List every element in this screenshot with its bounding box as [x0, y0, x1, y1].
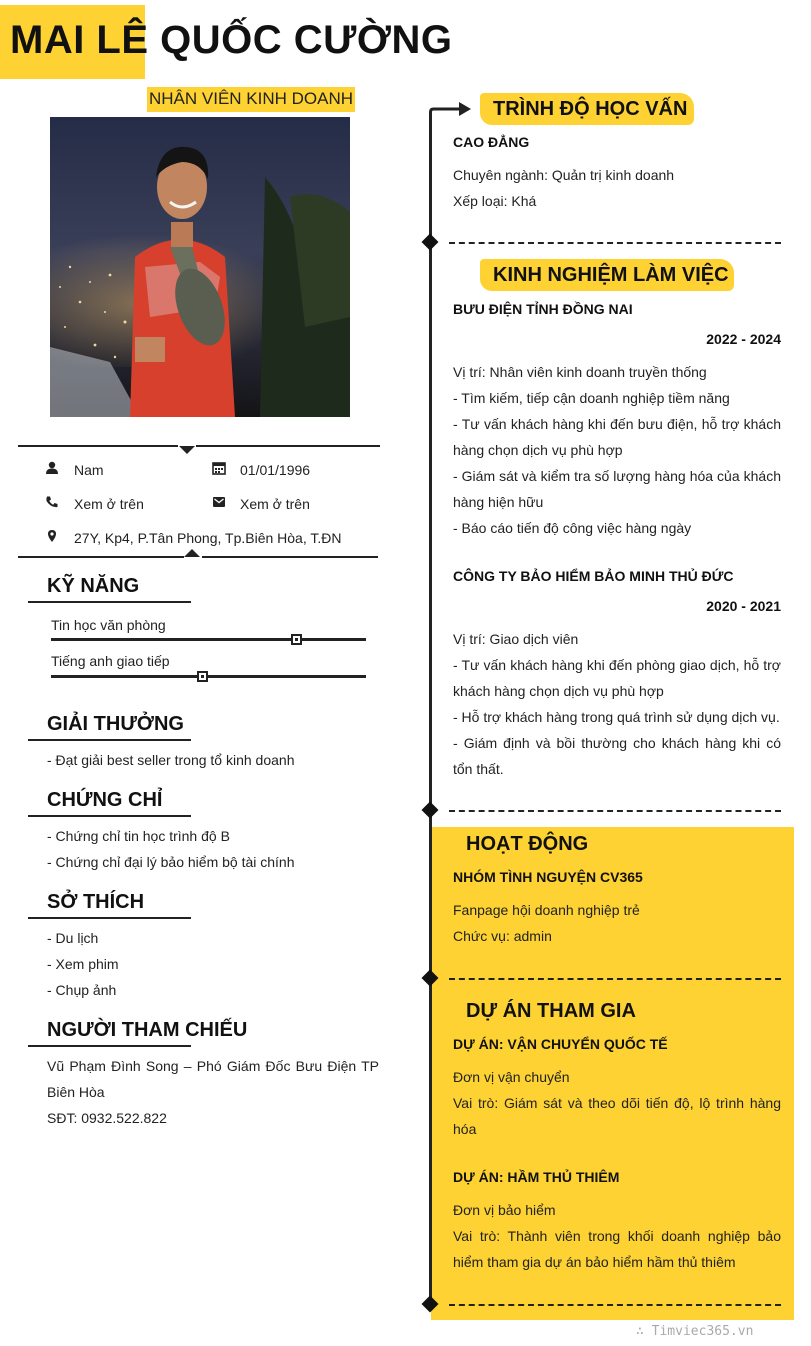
- user-icon: [45, 461, 59, 475]
- awards-title: GIẢI THƯỞNG: [47, 713, 184, 735]
- reference-person: Vũ Phạm Đình Song – Phó Giám Đốc Bưu Điện TP Biên Hòa: [47, 1058, 379, 1100]
- education-title: TRÌNH ĐỘ HỌC VẤN: [493, 98, 688, 120]
- timeline-start-arrow-icon: [425, 98, 475, 124]
- certificate-item: - Chứng chỉ tin học trình độ B: [47, 828, 230, 844]
- job-duty: - Tìm kiếm, tiếp cận doanh nghiệp tiềm năng: [453, 390, 730, 406]
- education-major: Chuyên ngành: Quản trị kinh doanh: [453, 167, 675, 183]
- skills-title: KỸ NĂNG: [47, 575, 140, 597]
- hobby-item: - Xem phim: [47, 956, 119, 972]
- envelope-icon: [212, 495, 226, 509]
- projects-title: DỰ ÁN THAM GIA: [466, 1000, 636, 1022]
- info-top-rule-left: [18, 445, 178, 447]
- project-detail: Vai trò: Giám sát và theo dõi tiến độ, lộ trình hàng hóa: [453, 1095, 781, 1137]
- certificate-item: - Chứng chỉ đại lý bảo hiểm bộ tài chính: [47, 854, 295, 870]
- job-period: 2020 - 2021: [706, 598, 781, 614]
- site-watermark: ∴ Timviec365.vn: [636, 1324, 754, 1339]
- activities-title: HOẠT ĐỘNG: [466, 833, 589, 855]
- hobbies-underline: [28, 917, 191, 919]
- job-duty: - Giám sát và kiểm tra số lượng hàng hóa của khách hàng hiện hữu: [453, 468, 781, 510]
- project-detail: Vai trò: Thành viên trong khối doanh nghiệp bảo hiểm tham gia dự án bảo hiểm hầm thủ thiêm: [453, 1228, 781, 1270]
- hobby-item: - Chụp ảnh: [47, 982, 117, 998]
- job-duty: - Hỗ trợ khách hàng trong quá trình sử dụng dịch vụ.: [453, 709, 780, 725]
- project-name: DỰ ÁN: HẦM THỦ THIÊM: [453, 1169, 620, 1185]
- certificates-underline: [28, 815, 191, 817]
- job-period: 2022 - 2024: [706, 331, 781, 347]
- skills-underline: [28, 601, 191, 603]
- job-company: CÔNG TY BẢO HIỂM BẢO MINH THỦ ĐỨC: [453, 568, 734, 584]
- job-duty: - Báo cáo tiến độ công việc hàng ngày: [453, 520, 692, 536]
- hobbies-title: SỞ THÍCH: [47, 891, 145, 913]
- info-arrow-down: [179, 446, 195, 454]
- activity-detail: Fanpage hội doanh nghiệp trẻ: [453, 902, 640, 918]
- skill-label: Tiếng anh giao tiếp: [51, 653, 170, 669]
- candidate-name: MAI LÊ QUỐC CƯỜNG: [10, 18, 453, 62]
- map-pin-icon: [45, 529, 59, 543]
- skill-bar-english: [51, 675, 366, 678]
- calendar-icon: [212, 461, 226, 475]
- timeline-line: [429, 122, 432, 1304]
- section-divider: [449, 810, 781, 812]
- phone-value: Xem ở trên: [74, 496, 144, 512]
- job-position: Vị trí: Nhân viên kinh doanh truyền thống: [453, 364, 707, 380]
- experience-title: KINH NGHIỆM LÀM VIỆC: [493, 264, 729, 286]
- award-item: - Đạt giải best seller trong tổ kinh doanh: [47, 752, 295, 768]
- job-duty: - Tư vấn khách hàng khi đến bưu điện, hỗ trợ khách hàng chọn dịch vụ phù hợp: [453, 416, 781, 458]
- birthday-value: 01/01/1996: [240, 462, 311, 478]
- job-title: NHÂN VIÊN KINH DOANH: [147, 87, 355, 112]
- education-grade: Xếp loại: Khá: [453, 193, 537, 209]
- timeline-diamond: [422, 234, 439, 251]
- project-detail: Đơn vị bảo hiểm: [453, 1202, 556, 1218]
- info-arrow-up: [184, 549, 200, 557]
- skill-level-knob-english: [197, 671, 208, 682]
- education-school: CAO ĐẲNG: [453, 134, 530, 150]
- job-position: Vị trí: Giao dịch viên: [453, 631, 579, 647]
- activity-org: NHÓM TÌNH NGUYỆN CV365: [453, 869, 643, 885]
- section-divider: [449, 242, 781, 244]
- skill-level-knob-office: [291, 634, 302, 645]
- profile-photo: [50, 117, 350, 417]
- references-underline: [28, 1045, 191, 1047]
- skill-bar-office: [51, 638, 366, 641]
- job-company: BƯU ĐIỆN TỈNH ĐỒNG NAI: [453, 301, 633, 317]
- project-name: DỰ ÁN: VẬN CHUYỂN QUỐC TẾ: [453, 1036, 668, 1052]
- job-duty: - Giám định và bồi thường cho khách hàng khi có tổn thất.: [453, 735, 781, 777]
- info-bottom-rule-left: [18, 556, 184, 558]
- section-divider: [449, 1304, 781, 1306]
- awards-underline: [28, 739, 191, 741]
- job-duty: - Tư vấn khách hàng khi đến phòng giao dịch, hỗ trợ khách hàng chọn dịch vụ phù hợp: [453, 657, 781, 699]
- info-top-rule-right: [196, 445, 380, 447]
- reference-phone: SĐT: 0932.522.822: [47, 1110, 167, 1126]
- email-value: Xem ở trên: [240, 496, 310, 512]
- activity-detail: Chức vụ: admin: [453, 928, 552, 944]
- address-value: 27Y, Kp4, P.Tân Phong, Tp.Biên Hòa, T.ĐN: [74, 530, 342, 546]
- info-bottom-rule-right: [202, 556, 378, 558]
- certificates-title: CHỨNG CHỈ: [47, 789, 163, 811]
- gender-value: Nam: [74, 462, 104, 478]
- timeline-diamond: [422, 802, 439, 819]
- skill-label: Tin học văn phòng: [51, 617, 166, 633]
- project-detail: Đơn vị vận chuyển: [453, 1069, 570, 1085]
- hobby-item: - Du lịch: [47, 930, 99, 946]
- phone-icon: [45, 495, 59, 509]
- references-title: NGƯỜI THAM CHIẾU: [47, 1019, 248, 1041]
- watermark-dots-icon: ∴: [636, 1324, 644, 1339]
- section-divider: [449, 978, 781, 980]
